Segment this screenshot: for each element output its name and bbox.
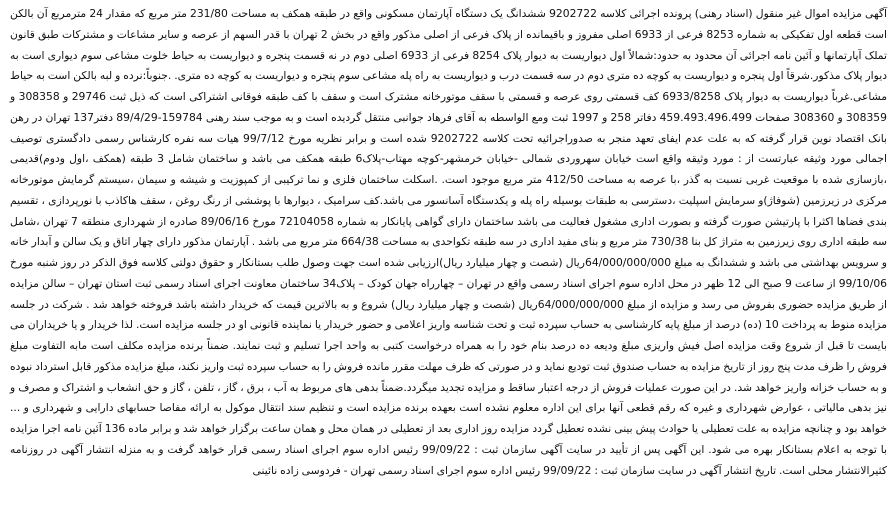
auction-notice-text: آگهی مزایده اموال غیر منقول (اسناد رهنی) پرونده اجرائی کلاسه 9202722 ششدانگ یک دستگاه آپارتمان مسکونی واقع در طبقه همکف به مساحت 231/80 متر مربع که مقدار 24 مترمربع آن بالکن است قطعه اول تفکیکی به شماره 8253 فرعی از 6933 اصلی مفروز و باقیمانده از پلاک فرعی از اصلی مذکور واقع در بخش 2 تهران با قدر السهم از عرصه و سایر مشاعات و مشترکات طبق قانون تملک آپارتمانها و آئین نامه اجرائی آن محدود به حدود:شمالاً اول دیواریست به دیوار پلاک 8254 فرعی از 6933 اصلی دوم در نه قسمت پنجره و دیواریست به حیاط خلوت مشاعی سوم دیواری است به دیوار پلاک مذکور.شرقاً اول پنجره و دیواریست به کوچه ده متری دوم در سه قسمت درب و دیواریست به راه پله مشاعی سوم پنجره و دیواریست به کوچه ده متری. .جنوباً:نرده و لبه بالکن است به حیاط مشاعی.غرباً دیواریست به دیوار پلاک 6933/8258 کف قسمتی روی عرصه و قسمتی با سقف موتورخانه مشترک است و سقف با کف طبقه فوقانی اشتراکی است که ذیل ثبت 29746 و 308358 و 308359 و 308360 صفحات 459.493.496.499 دفاتر 258 و 1997 ثبت ومع الواسطه به آقای فرهاد جوانبی منتقل گردیده است و به موجب سند رهنی 159784-89/4/29 دفتر137 تهران در رهن بانک اقتصاد نوین قرار گرفته که به علت عدم ایفای تعهد منجر به صدوراجرائیه تحت کلاسه 9202722 شده است و برابر نظریه مورخ 99/7/12 هیات سه نفره کارشناس رسمی دادگستری توصیف اجمالی مورد وثیقه عبارتست از : مورد وثیقه واقع است خیابان سهروردی شمالی -خیابان خرمشهر-کوچه مهتاب-پلاک6 طبقه همکف می باشد و ساختمان شامل 3 طبقه (همکف ،اول ودوم)قدیمی ،بازسازی شده با موقعیت غربی نسبت به گذر ،با عرصه به مساحت 412/50 متر مربع موجود است. .اسکلت ساختمان فلزی و نما ترکیبی از کمپوزیت و شیشه و سیمان ،سیستم گرمایش موتورخانه مرکزی در زیرزمین (شوفاژ)و سرمایش اسپلیت ،دسترسی به طبقات بوسیله راه پله و یکدستگاه آسانسور می باشد.کف سرامیک ، دیوارها با پوششی از رنگ روغن ، سقف هاکاذب با نورپردازی ، تقسیم بندی فضاها اکثرا با پارتیشن صورت گرفته و بصورت اداری مشغول فعالیت می باشد ساختمان دارای گواهی پایانکار به شماره 72104058 مورخ 89/06/16 صادره از شهرداری منطقه 7 تهران ،شامل سه طبقه اداری روی زیرزمین به متراژ کل بنا 730/38 متر مربع و بنای مفید اداری در سه طبقه تکواحدی به مساحت 664/38 متر مربع می باشد . آپارتمان مذکور دارای چهار اتاق و یک سالن و آبدار خانه و سرویس بهداشتی می باشد و ششدانگ به مبلغ 64/000/000/000ریال (شصت و چهار میلیارد ریال)ارزیابی شده است جهت وصول طلب بستانکار و حقوق دولتی کلاسه فوق الذکر در روز شنبه مورخ 99/10/06 از ساعت 9 صبح الی 12 ظهر در محل اداره سوم اجرای اسناد رسمی واقع در تهران – چهارراه جهان کودک – پلاک34 ساختمان معاونت اجرای اسناد رسمی ثبت استان تهران – سالن مزایده از طریق مزایده حضوری بفروش می رسد و مزایده از مبلغ 64/000/000/000ریال (شصت و چهار میلیارد ریال) شروع و به بالاترین قیمت که خریدار داشته باشد فروخته خواهد شد . شرکت در جلسه مزایده منوط به پرداخت 10 (ده) درصد از مبلغ پایه کارشناسی به حساب سپرده ثبت و تحت شناسه واریز اعلامی و حضور خریدار یا نماینده قانونی او در جلسه مزایده است. لذا خریدار و یا خریداران می بایست تا قبل از شروع وقت مزایده اصل فیش واریزی مبلغ ودیعه ده درصد بنام خود را به همراه درخواست کتبی به واحد اجرا تسلیم و ثبت نمایند. ضمناً برنده مزایده مکلف است مابه التفاوت مبلغ فروش را ظرف مدت پنج روز از تاریخ مزایده به حساب صندوق ثبت تودیع نماید و در صورتی که ظرف مهلت مقرر مانده فروش را به حساب سپرده ثبت واریز نکند، مبلغ مزایده مذکور قابل استرداد نبوده و به حساب خزانه واریز خواهد شد. در این صورت عملیات فروش از درجه اعتبار ساقط و مزایده تجدید میگردد.ضمناً بدهی های مربوط به آب ، برق ، گاز ، تلفن ، گاز و حق انشعاب و اشتراک و مصرف و نیز بدهی مالیاتی ، عوارض شهرداری و غیره که رقم قطعی آنها برای این اداره معلوم نشده است بعهده برنده مزایده است و تنظیم سند انتقال موکول به ارائه مفاصا حسابهای دارایی و شهرداری و ... خواهد بود و چنانچه مزایده به علت تعطیلی یا حوادث پیش بینی نشده تعطیل گردد مزایده روز اداری بعد از تعطیلی در همان محل و همان ساعت برگزار خواهد شد و برابر ماده 136 آئین نامه اجرا مزایده با توجه به اعلام بستانکار بهره می شود. این آگهی پس از تأیید در سایت آگهی سازمان ثبت : 99/09/22 رئیس اداره سوم اجرای اسناد رسمی قرار خواهد گرفت و به منزله انتشار آگهی در روزنامه کثیرالانتشار محلی است. تاریخ انتشار آگهی در سایت سازمان ثبت : 99/09/22 رئیس اداره سوم اجرای اسناد رسمی تهران - فردوسی زاده نائینی bbox=[10, 7, 888, 477]
